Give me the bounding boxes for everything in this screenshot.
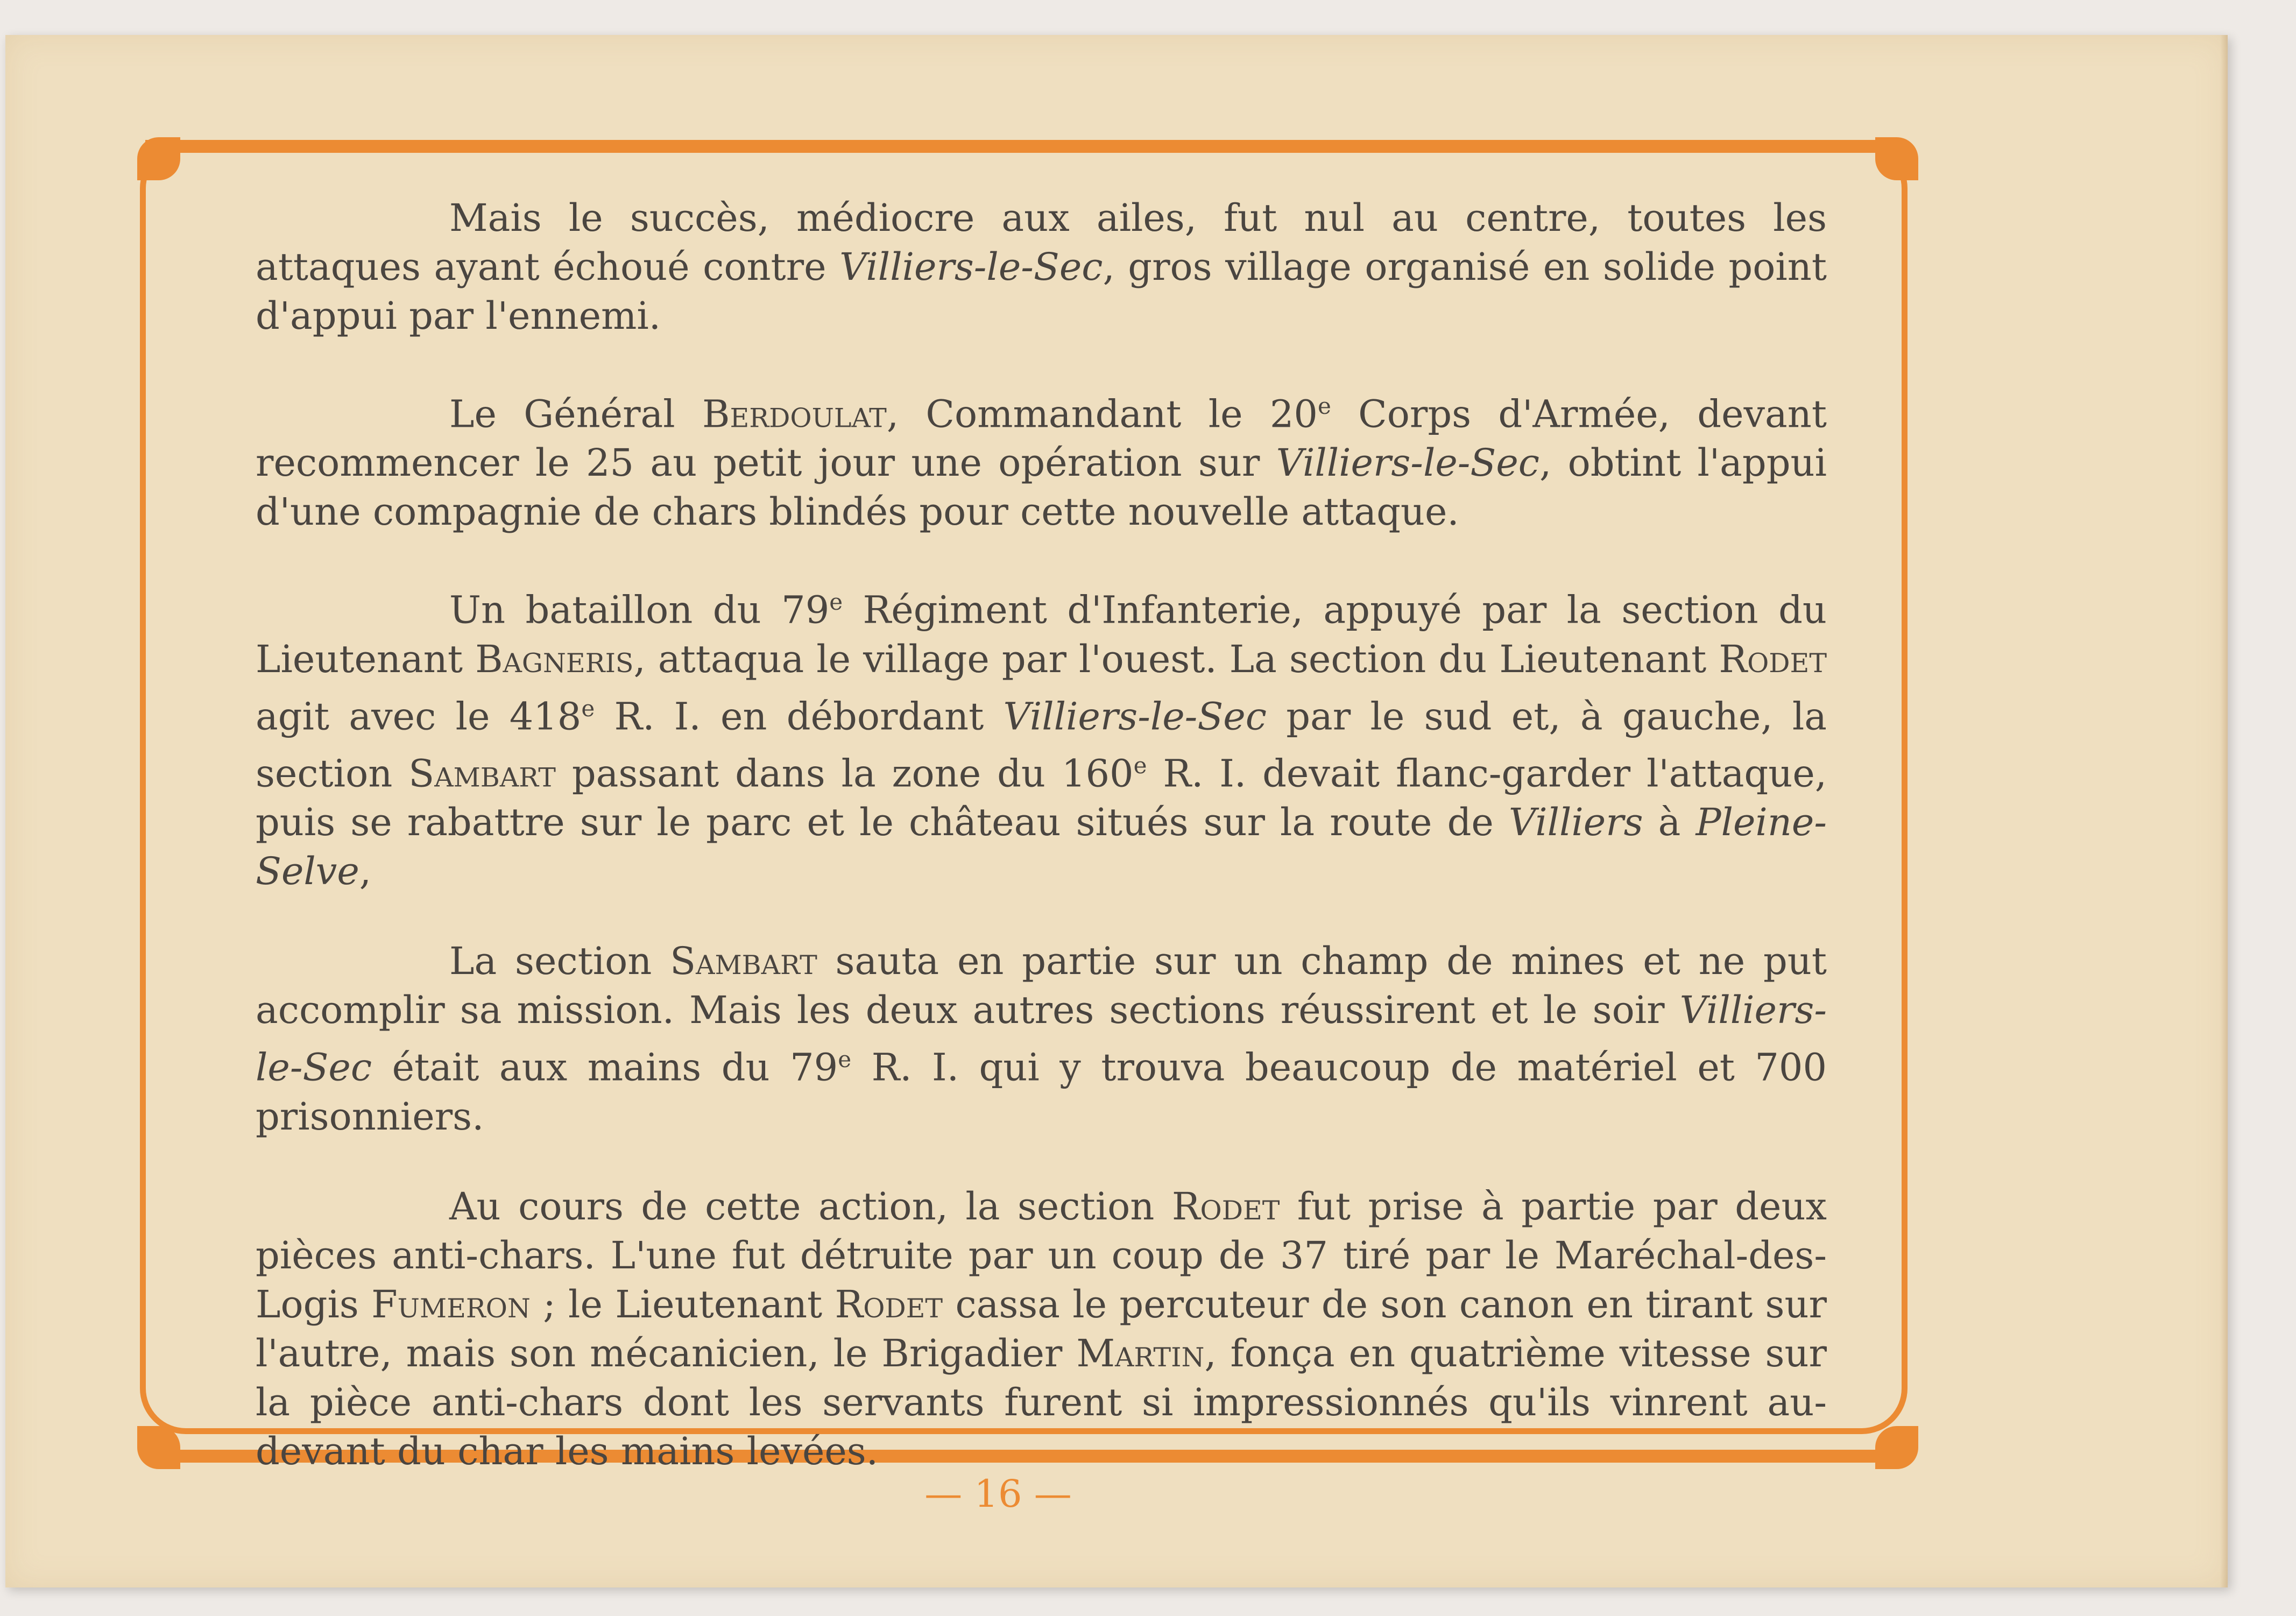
text-run: Régiment d'Infanterie, appuyé par la section du Lieutenant — [256, 588, 1827, 681]
corner-ornament-bottom-left — [137, 1426, 180, 1469]
text-run: cassa le percuteur de son canon en tirant sur l'autre, mais son mécanicien, le Brigadier — [256, 1282, 1827, 1375]
superscript: e — [838, 1046, 852, 1073]
superscript: e — [1317, 393, 1331, 419]
text-run: , gros village organisé en solide point d'appui par l'ennemi. — [256, 245, 1827, 338]
text-run: , fonça en quatrième vitesse sur la pièce anti-chars dont les servants furent si impressionnés qu'ils vinrent au-devant du char les mains levées. — [256, 1331, 1827, 1473]
place-name: Villiers-le-Sec — [839, 245, 1103, 289]
place-name: Villiers-le-Sec — [256, 988, 1827, 1090]
text-run: Le Général — [449, 392, 703, 436]
text-run: , obtint l'appui d'une compagnie de chars blindés pour cette nouvelle attaque. — [256, 441, 1827, 534]
corner-ornament-top-right — [1875, 137, 1918, 180]
paragraph — [256, 382, 1827, 537]
text-run: sauta en partie sur un champ de mines et ne put accomplir sa mission. Mais les deux autres sections réussirent et le soir — [256, 939, 1827, 1033]
border-top-band — [145, 140, 1902, 153]
person-name: Fumeron — [371, 1282, 531, 1326]
person-name: Rodet — [1171, 1184, 1280, 1229]
text-run: R. I. en débordant — [595, 694, 1004, 738]
paragraph — [256, 577, 1827, 896]
paragraph — [256, 1182, 1827, 1476]
text-run: agit avec le 418 — [256, 694, 582, 738]
text-run: R. I. qui y trouva beaucoup de matériel et 700 prisonniers. — [256, 1045, 1827, 1139]
body-text — [256, 194, 1827, 1517]
superscript: e — [829, 589, 843, 616]
text-run: , Commandant le 20 — [886, 392, 1318, 436]
corner-ornament-bottom-right — [1875, 1426, 1918, 1469]
place-name: Villiers-le-Sec — [1276, 441, 1540, 485]
superscript: e — [581, 695, 595, 722]
page-number: — 16 — — [924, 1472, 1072, 1516]
paragraph — [256, 937, 1827, 1141]
person-name: Martin — [1076, 1331, 1205, 1375]
text-run: , attaqua le village par l'ouest. La section du Lieutenant — [633, 637, 1719, 681]
paragraph — [256, 194, 1827, 341]
person-name: Sambart — [408, 751, 556, 796]
text-run: Au cours de cette action, la section — [449, 1184, 1172, 1229]
person-name: Sambart — [670, 939, 817, 984]
corner-ornament-top-left — [137, 137, 180, 180]
place-name: Villiers-le-Sec — [1003, 694, 1267, 738]
person-name: Berdoulat — [702, 392, 887, 436]
text-run: par le sud et, à gauche, la section — [256, 694, 1827, 796]
text-run: à — [1643, 800, 1696, 845]
superscript: e — [1133, 752, 1147, 779]
text-run: Mais le succès, médiocre aux ailes, fut nul au centre, toutes les attaques ayant échoué contre — [256, 196, 1827, 289]
person-name: Rodet — [835, 1282, 943, 1326]
text-run: Corps d'Armée, devant recommencer le 25 au petit jour une opération sur — [256, 392, 1827, 485]
text-run: R. I. devait flanc-garder l'attaque, puis se rabattre sur le parc et le château situés sur la route de — [256, 751, 1827, 845]
person-name: Bagneris — [475, 637, 634, 681]
place-name: Pleine-Selve — [256, 800, 1827, 894]
place-name: Villiers — [1508, 800, 1643, 845]
text-run: La section — [449, 939, 670, 984]
text-run: , — [359, 849, 372, 894]
text-run: ; le Lieutenant — [530, 1282, 835, 1326]
person-name: Rodet — [1719, 637, 1827, 681]
text-run: passant dans la zone du 160 — [555, 751, 1134, 796]
text-run: était aux mains du 79 — [372, 1045, 838, 1090]
text-run: fut prise à partie par deux pièces anti-chars. L'une fut détruite par un coup de 37 tiré par le Maréchal-des-Logis — [256, 1184, 1827, 1326]
text-run: Un bataillon du 79 — [449, 588, 830, 632]
